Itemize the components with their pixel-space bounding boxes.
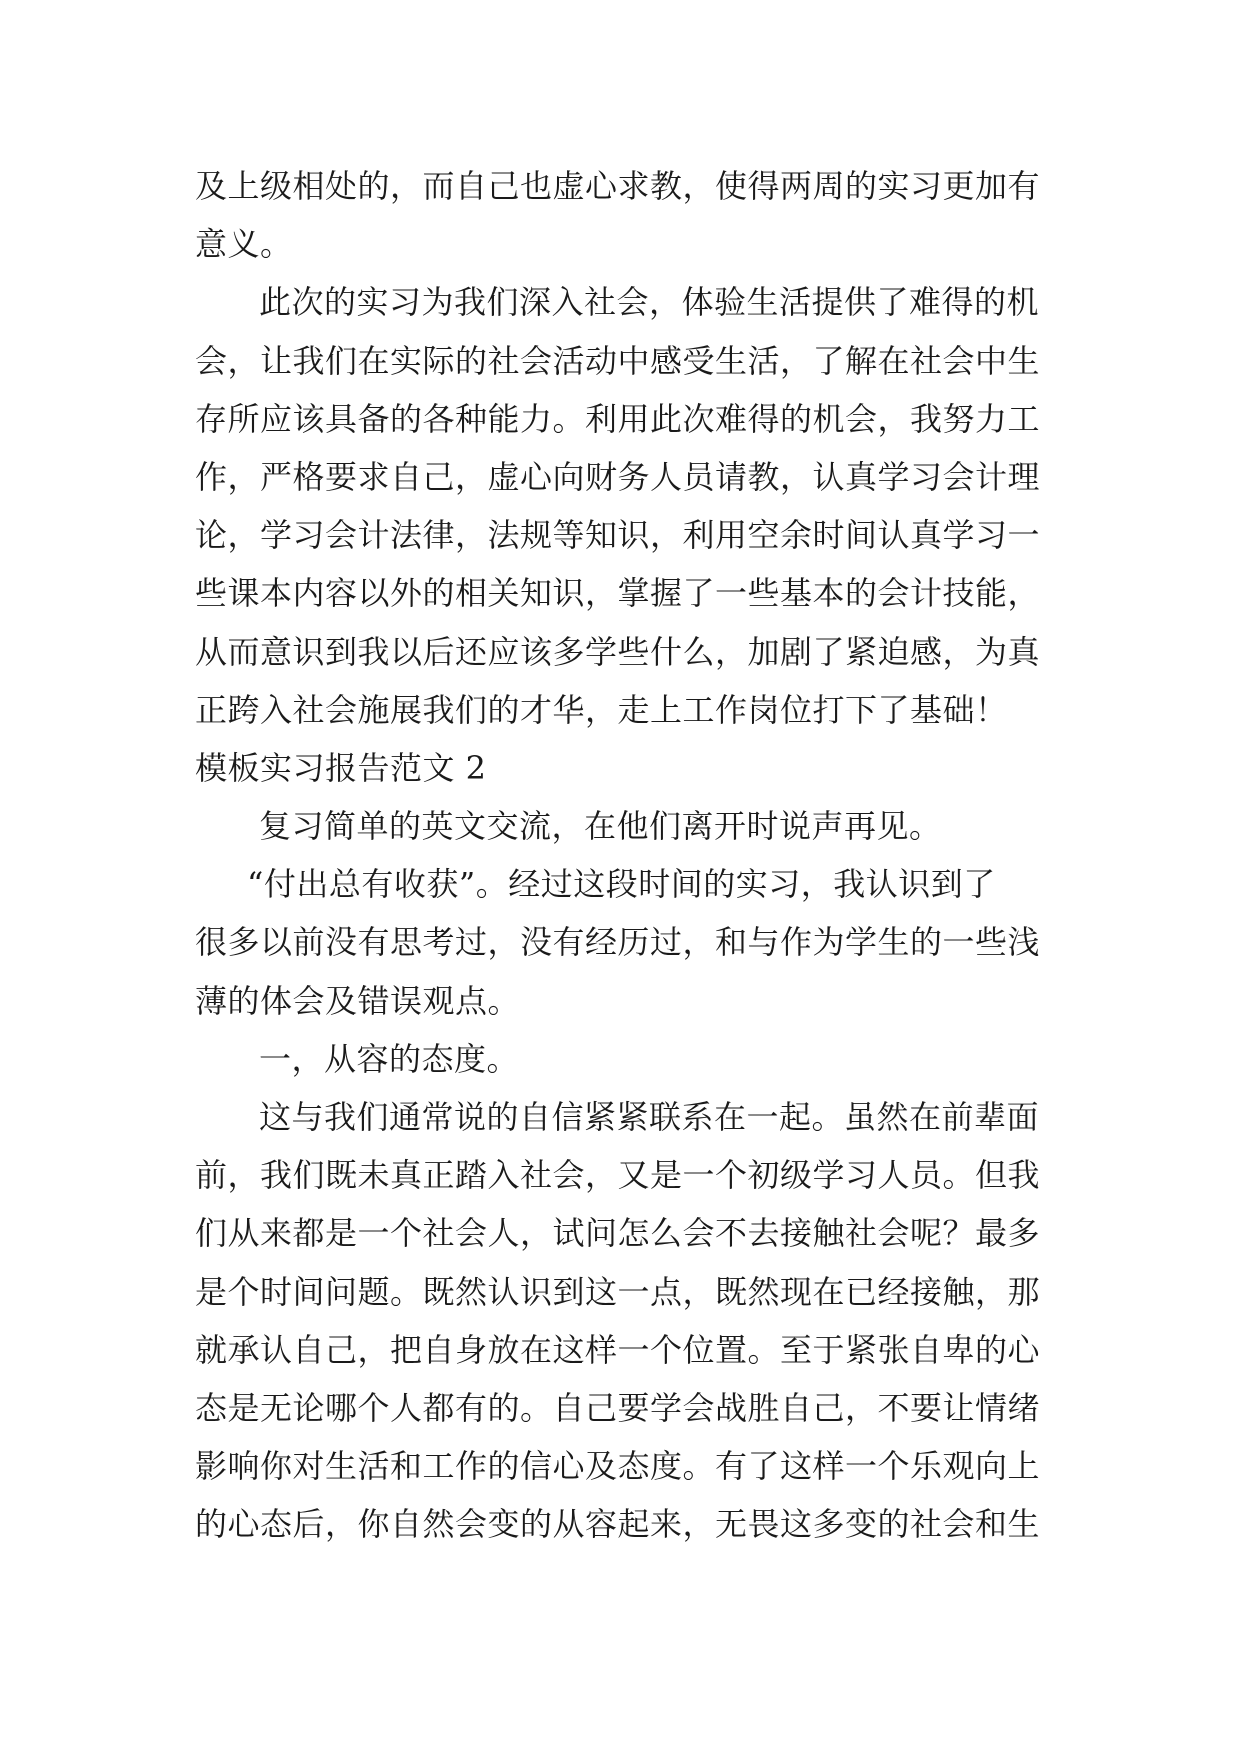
document-body: [195, 157, 1065, 1554]
text-line: 作，严格要求自己，虚心向财务人员请教，认真学习会计理: [195, 457, 1041, 496]
text-line: 意义。: [195, 225, 293, 264]
text-line: 薄的体会及错误观点。: [195, 981, 521, 1020]
text-line: 从而意识到我以后还应该多学些什么，加剧了紧迫感，为真: [195, 632, 1041, 671]
text-line: 的心态后，你自然会变的从容起来，无畏这多变的社会和生: [195, 1505, 1041, 1544]
paragraph-first-line: 此次的实习为我们深入社会，体验生活提供了难得的机: [259, 283, 1040, 322]
text-line: 论，学习会计法律，法规等知识，利用空余时间认真学习一: [195, 516, 1041, 555]
subheading: 一，从容的态度。: [259, 1039, 520, 1078]
paragraph-first-line: 复习简单的英文交流，在他们离开时说声再见。: [259, 807, 942, 846]
text-line: 态是无论哪个人都有的。自己要学会战胜自己，不要让情绪: [195, 1388, 1041, 1427]
text-line: 正跨入社会施展我们的才华，走上工作岗位打下了基础！: [195, 690, 1008, 729]
text-line: 们从来都是一个社会人，试问怎么会不去接触社会呢？最多: [195, 1214, 1041, 1253]
text-line: 就承认自己，把自身放在这样一个位置。至于紧张自卑的心: [195, 1330, 1041, 1369]
paragraph-first-line: 这与我们通常说的自信紧紧联系在一起。虽然在前辈面: [259, 1098, 1040, 1136]
text-line: 前，我们既未真正踏入社会，又是一个初级学习人员。但我: [195, 1156, 1041, 1195]
text-line: 会，让我们在实际的社会活动中感受生活，了解在社会中生: [195, 341, 1041, 380]
text-line: 很多以前没有思考过，没有经历过，和与作为学生的一些浅: [195, 923, 1041, 962]
paragraph-first-line: “付出总有收获”。经过这段时间的实习，我认识到了: [247, 865, 996, 904]
text-line: 及上级相处的，而自己也虚心求教，使得两周的实习更加有: [195, 167, 1041, 205]
text-line: 些课本内容以外的相关知识，掌握了一些基本的会计技能，: [195, 574, 1041, 613]
section-heading: 模板实习报告范文 2: [195, 748, 487, 787]
text-line: 是个时间问题。既然认识到这一点，既然现在已经接触，那: [195, 1272, 1041, 1311]
text-line: 影响你对生活和工作的信心及态度。有了这样一个乐观向上: [195, 1447, 1041, 1486]
text-line: 存所应该具备的各种能力。利用此次难得的机会，我努力工: [195, 399, 1041, 438]
